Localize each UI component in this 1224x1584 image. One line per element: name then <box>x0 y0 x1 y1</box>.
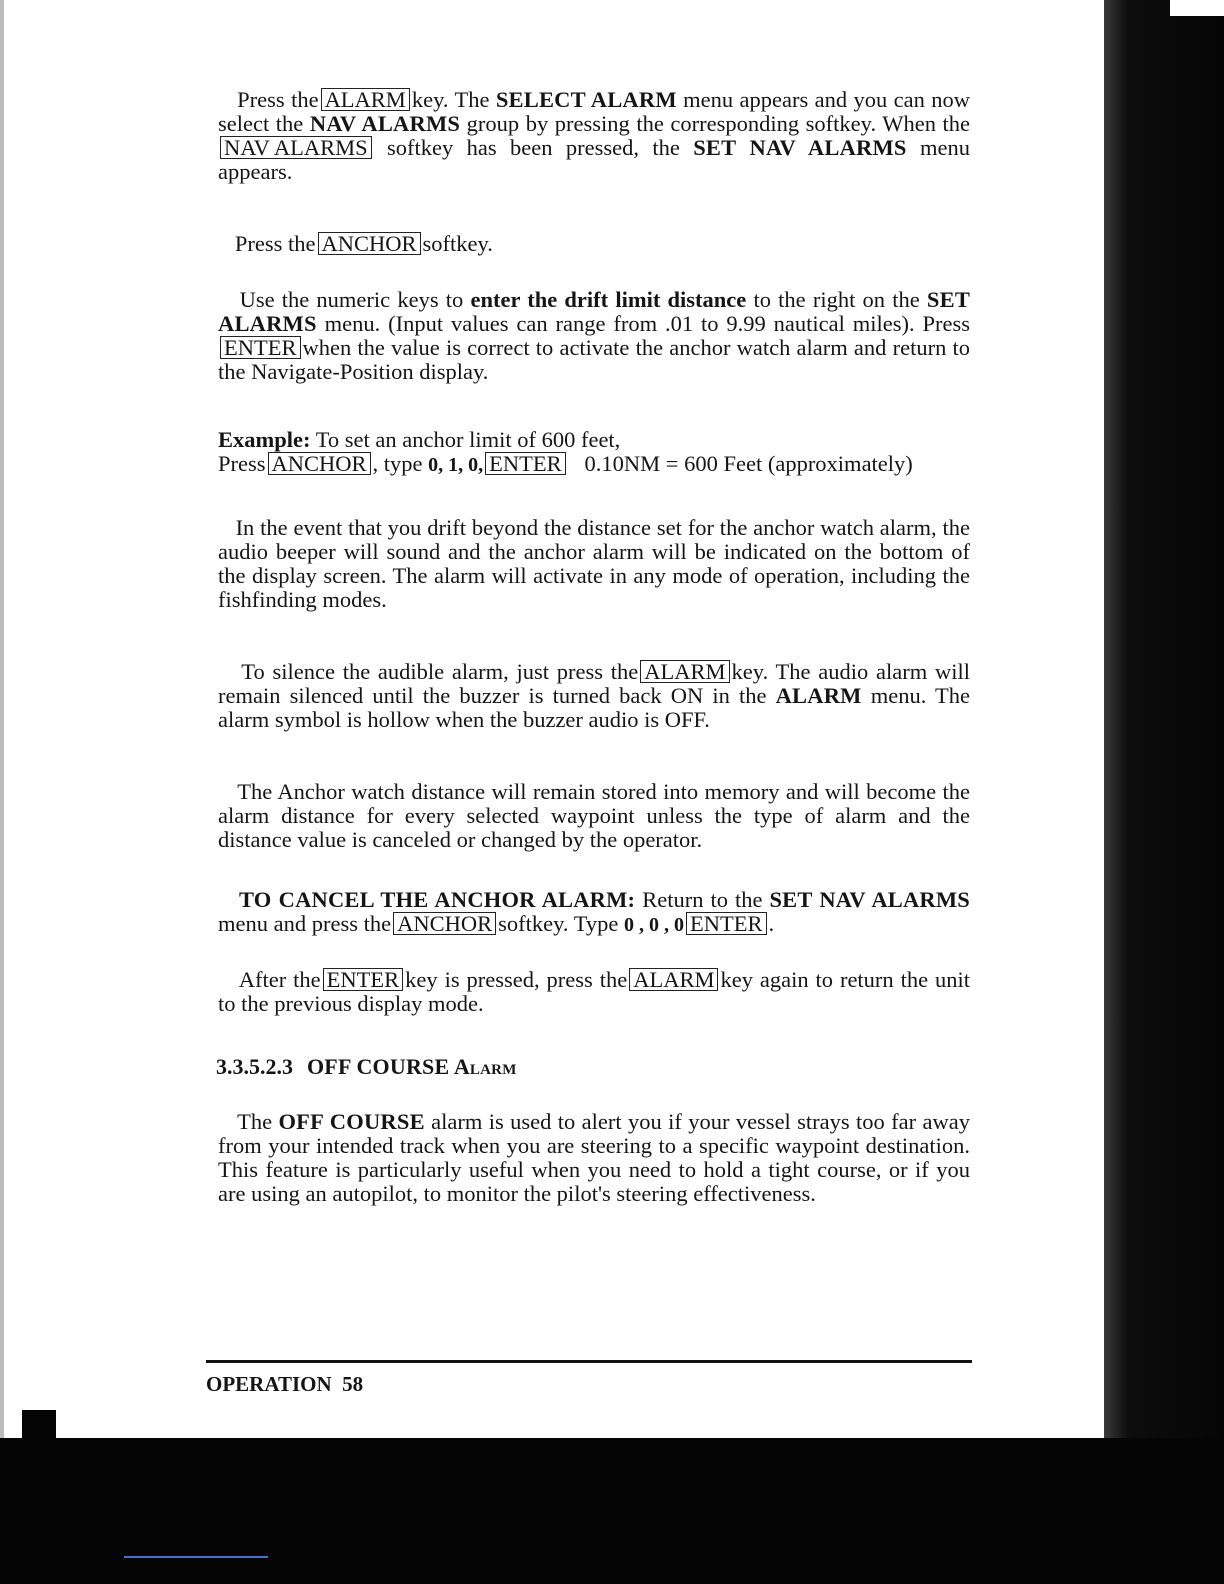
section-number: 3.3.5.2.3 <box>216 1054 293 1079</box>
enter-key: ENTER <box>686 912 767 935</box>
text: To silence the audible alarm, just press the <box>241 659 639 684</box>
text: menu. (Input values can range from .01 to 9.99 nautical miles). Press <box>324 311 970 336</box>
text: The <box>237 1109 273 1134</box>
scan-shadow-notch <box>1170 0 1224 16</box>
alarm-key: ALARM <box>640 660 729 683</box>
text: In the event that you drift beyond the distance set for the anchor watch alarm, the audio beeper will sound and the anchor alarm will be indicated on the bottom of the display screen. The alarm will activate in any mode of operation, including the fishfinding modes. <box>218 515 970 612</box>
menu-name: SET NAV ALARMS <box>693 135 907 160</box>
alarm-key: ALARM <box>629 968 718 991</box>
paragraph-anchor-memory <box>218 780 970 852</box>
scan-shadow-corner <box>22 1410 56 1440</box>
text: menu and press the <box>218 911 392 936</box>
text: key. The <box>411 87 490 112</box>
text: Return to the <box>642 887 763 912</box>
text: group by pressing the corresponding softkey. When the <box>466 111 970 136</box>
digits: 0, 1, 0, <box>428 454 484 476</box>
paragraph-drift-event <box>218 516 970 612</box>
text: After the <box>238 967 321 992</box>
nav-alarms-key: NAV ALARMS <box>220 136 372 159</box>
text: alarm is used to alert you if your vessel strays too far away from your intended track when you are steering to a specific waypoint destination. This feature is particularly useful when you need to hold a tight course, or if you are using an autopilot, to monitor the pilot's steering effectiveness. <box>218 1109 970 1206</box>
page-number: 58 <box>342 1372 364 1396</box>
paragraph-select-alarm <box>218 88 970 184</box>
text: menu appears. <box>218 135 971 184</box>
digits: 0 , 0 , 0 <box>624 914 685 936</box>
alarm-key: ALARM <box>321 88 410 111</box>
footer-section: OPERATION <box>206 1372 332 1396</box>
text: key is pressed, press the <box>405 967 628 992</box>
paragraph-example <box>218 428 970 477</box>
text: Press <box>218 451 266 476</box>
section-title: OFF COURSE Alarm <box>307 1054 517 1079</box>
text: menu appears and you can now select the <box>218 87 971 136</box>
paragraph-after-enter <box>218 968 970 1016</box>
paragraph-off-course <box>218 1110 970 1206</box>
paragraph-drift-limit <box>218 288 970 384</box>
scan-shadow-right <box>1104 0 1224 1584</box>
text: key. The audio alarm will remain silenced until the buzzer is turned back ON in the <box>218 659 971 708</box>
paragraph-cancel-anchor <box>218 888 970 937</box>
alarm-name: OFF COURSE <box>278 1109 425 1134</box>
anchor-key: ANCHOR <box>318 232 421 255</box>
text: softkey. Type <box>498 911 619 936</box>
text: To set an anchor limit of 600 feet, <box>315 427 621 452</box>
enter-key: ENTER <box>220 336 301 359</box>
text: Press the <box>234 231 316 256</box>
group-name: NAV ALARMS <box>309 111 461 136</box>
text: menu. The alarm symbol is hollow when the buzzer audio is OFF. <box>218 683 971 732</box>
text: . <box>768 911 775 936</box>
paragraph-anchor-softkey <box>218 232 970 256</box>
anchor-key: ANCHOR <box>393 912 496 935</box>
scan-edge-left <box>0 0 4 1584</box>
paragraph-silence-alarm <box>218 660 970 732</box>
menu-name: SELECT ALARM <box>495 87 677 112</box>
text: when the value is correct to activate the anchor watch alarm and return to the Navigate-Position display. <box>218 335 970 384</box>
scan-artifact-line <box>124 1556 268 1558</box>
text: Press the <box>237 87 319 112</box>
text: The Anchor watch distance will remain stored into memory and will become the alarm distance for every selected waypoint unless the type of alarm and the distance value is canceled or changed by the operator. <box>218 779 971 852</box>
text: Use the numeric keys to <box>239 287 464 312</box>
enter-key: ENTER <box>485 452 566 475</box>
cancel-label: TO CANCEL THE ANCHOR ALARM: <box>238 887 636 912</box>
menu-name: SET NAV ALARMS <box>769 887 971 912</box>
anchor-key: ANCHOR <box>268 452 371 475</box>
text: , type <box>372 451 423 476</box>
text: key again to return the unit to the previous display mode. <box>218 967 971 1016</box>
menu-name: SET ALARMS <box>218 287 971 336</box>
example-label: Example: <box>218 427 311 452</box>
page-footer <box>206 1372 363 1397</box>
section-heading <box>216 1054 517 1080</box>
menu-name: ALARM <box>775 683 862 708</box>
footer-rule <box>206 1360 972 1363</box>
enter-key: ENTER <box>323 968 404 991</box>
text: 0.10NM = 600 Feet (approximately) <box>584 451 913 476</box>
emphasis: enter the drift limit distance <box>470 287 747 312</box>
text: softkey has been pressed, the <box>386 135 680 160</box>
text: softkey. <box>422 231 493 256</box>
text: to the right on the <box>753 287 920 312</box>
scan-shadow-bottom <box>0 1438 1224 1584</box>
